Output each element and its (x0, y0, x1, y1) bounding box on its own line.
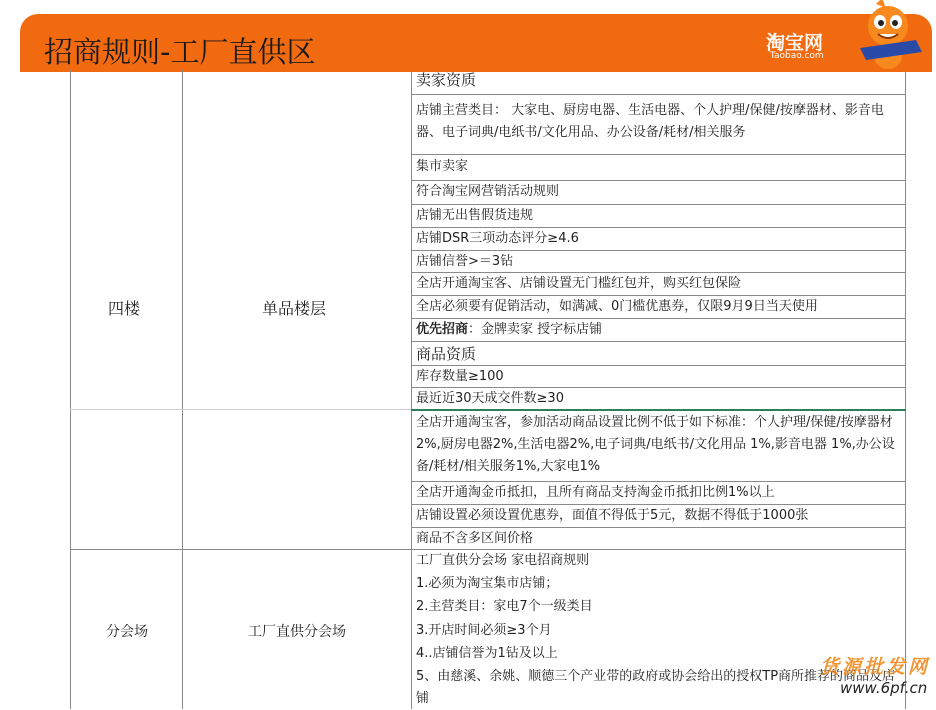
product-qualification-heading: 商品资质 (416, 345, 477, 363)
rule-row: 全店开通淘宝客、店铺设置无门槛红包并，购买红包保险 (416, 276, 742, 291)
priority-label: 优先招商 (416, 322, 469, 337)
rule-row: 最近近30天成交件数≥30 (416, 391, 564, 406)
branch-rule-row: 2.主营类目：家电7个一级类目 (416, 599, 593, 614)
seller-qualification-heading: 卖家资质 (416, 71, 477, 89)
branch-rule-row: 5、由慈溪、余姚、顺德三个产业带的政府或协会给出的授权TP商所推荐的商品及店铺 (416, 669, 896, 706)
rule-row: 全店开通淘金币抵扣，且所有商品支持淘金币抵扣比例1%以上 (416, 485, 775, 500)
priority-text: ：金牌卖家 授字标店铺 (468, 322, 603, 337)
priority-row (416, 319, 602, 341)
branch-rule-row: 1.必须为淘宝集市店铺； (416, 576, 559, 591)
watermark-site: www.6pf.cn (840, 679, 928, 697)
rule-row: 商品不含多区间价格 (416, 531, 534, 546)
rule-main-category: 店铺主营类目： 大家电、厨房电器、生活电器、个人护理/保健/按摩器材、影音电器、电子词典/电纸书/文化用品、办公设备/耗材/相关服务 (416, 103, 884, 140)
rule-row: 符合淘宝网营销活动规则 (416, 184, 560, 199)
branch-rule-row: 4..店铺信誉为1钻及以上 (416, 646, 558, 661)
rule-row: 库存数量≥100 (416, 369, 504, 384)
branch-rule-title: 工厂直供分会场 家电招商规则 (416, 553, 590, 568)
taobao-logo-sub: Taobao.com (770, 51, 824, 61)
rule-row: 店铺信誉>＝3钻 (416, 254, 514, 269)
category-label-factory: 工厂直供分会场 (248, 624, 346, 640)
rule-commission: 全店开通淘宝客，参加活动商品设置比例不低于如下标准：个人护理/保健/按摩器材2%,厨房电器2%,生活电器2%,电子词典/电纸书/文化用品 1%,影音电器 1%,办公设备/耗材/相关服务1%,大家电1% (416, 415, 895, 474)
rule-row: 集市卖家 (416, 159, 469, 174)
taobao-logo: 淘宝网 (766, 32, 824, 54)
watermark-text: 货源批发网 (820, 656, 931, 678)
rule-row: 全店必须要有促销活动，如满减、0门槛优惠券，仅限9月9日当天使用 (416, 299, 818, 314)
rule-row: 店铺无出售假货违规 (416, 208, 534, 223)
floor-label-branch: 分会场 (106, 624, 148, 640)
page-title: 招商规则-工厂直供区 (44, 35, 316, 69)
rule-row: 店铺DSR三项动态评分≥4.6 (416, 231, 579, 246)
branch-rule-row: 3.开店时间必须≥3个月 (416, 623, 552, 638)
floor-label-fourth: 四楼 (108, 299, 141, 318)
rule-row: 店铺设置必须设置优惠券，面值不得低于5元，数据不得低于1000张 (416, 508, 809, 523)
category-label-single: 单品楼层 (262, 299, 327, 318)
